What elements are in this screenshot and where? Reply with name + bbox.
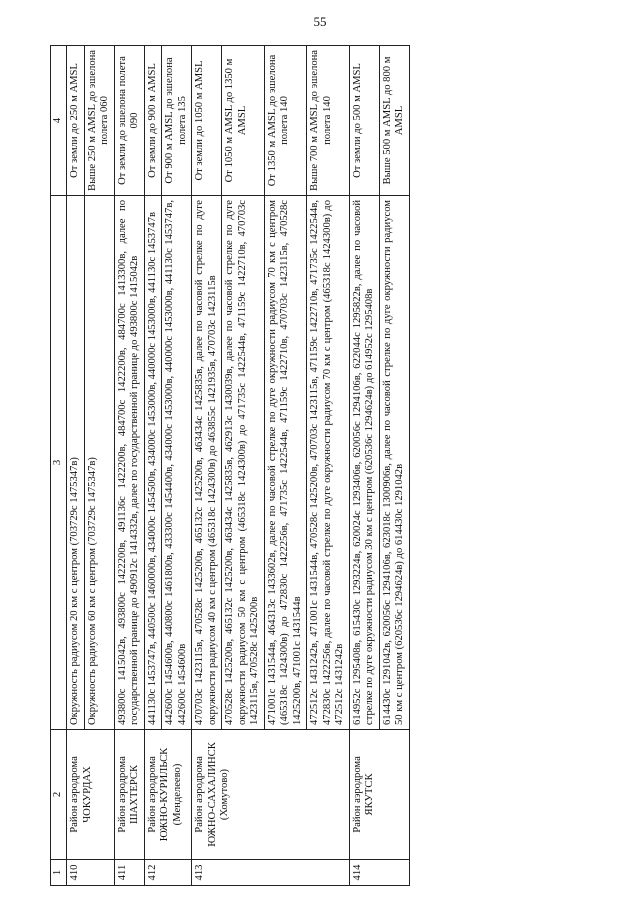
boundary-coordinates: 442600с 1454600в, 440800с 1461800в, 433300с 1454400в, 434000с 1453000в, 440000с 1453000в, 441130с 1453747в, 442600с 1454600в	[162, 196, 192, 730]
boundary-coordinates: 493800с 1415042в, 493800с 1422200в, 491136с 1422200в, 484700с 1422200в, 484700с 1413300в, далее по государственной границе до 490912с 1414332в, далее по государственной границе до 493800с 1415042в	[114, 196, 144, 730]
table-row	[114, 46, 144, 886]
altitude-limits: Выше 500 м AMSL до 800 м AMSL	[379, 46, 409, 196]
altitude-limits: От 900 м AMSL до эшелона полета 135	[162, 46, 192, 196]
zone-number: 413	[192, 860, 350, 886]
boundary-coordinates: Окружность радиусом 20 км с центром (703729с 1475347в)	[67, 196, 85, 730]
zone-name	[192, 730, 350, 860]
zone-name-line: Район аэродрома	[146, 756, 158, 833]
altitude-limits: От 1350 м AMSL до эшелона полета 140	[264, 46, 307, 196]
table-rotation-wrapper	[50, 46, 610, 886]
zone-name-line: ШАХТЕРСК	[129, 764, 140, 825]
zone-name	[144, 730, 192, 860]
zone-number: 412	[144, 860, 192, 886]
column-header-3: 3	[51, 196, 67, 730]
boundary-coordinates: 470528с 1425200в, 465132с 1425200в, 463434с 1425835в, 462913с 1430039в, далее по часовой стрелке по дуге окружности радиусом 50 км с центром (465318с 1424300в) до 471735с 1422544в, 471159с 1422710в, 470703с 1423115в, 470528с 1425200в	[222, 196, 265, 730]
column-header-1: 1	[51, 860, 67, 886]
zone-name	[67, 730, 115, 860]
boundary-coordinates: 441130с 1453747в, 440500с 1460000в, 434000с 1454500в, 434000с 1453000в, 440000с 1453000в, 441130с 1453747в	[144, 196, 162, 730]
column-header-2: 2	[51, 730, 67, 860]
altitude-limits: От 1050 м AMSL до 1350 м AMSL	[222, 46, 265, 196]
zone-name-line: ЧОКУРДАХ	[81, 766, 93, 823]
table-row	[144, 46, 162, 886]
altitude-limits: Выше 250 м AMSL до эшелона полета 060	[84, 46, 114, 196]
zone-name-line: Район аэродрома	[194, 756, 205, 833]
boundary-coordinates: 614952с 1295408в, 615430с 1293224в, 620024с 1293406в, 620056с 1294106в, 622044с 1295822в, далее по часовой стрелке по дуге окружности радиусом 30 км с центром (620536с 1294624в) до 614952с 1295408в	[349, 196, 379, 730]
airspace-table	[50, 45, 410, 886]
table-row	[67, 46, 85, 886]
zone-name-line: (Хомутово)	[219, 768, 230, 821]
altitude-limits: От земли до 500 м AMSL	[349, 46, 379, 196]
zone-name	[349, 730, 409, 860]
zone-name-line: Район аэродрома	[351, 756, 363, 833]
altitude-limits: Выше 700 м AMSL до эшелона полета 140	[307, 46, 350, 196]
boundary-coordinates: 614430с 1291042в, 620056с 1294106в, 623018с 1300906в, далее по часовой стрелке по дуге окружности радиусом 50 км с центром (620536с 1294624в) до 614430с 1291042в	[379, 196, 409, 730]
zone-name-line: ЮЖНО-КУРИЛЬСК	[159, 747, 170, 842]
airspace-table-body	[51, 46, 410, 886]
boundary-coordinates: 471001с 1431544в, 464313с 1433602в, далее по часовой стрелке по дуге окружности радиусом 70 км с центром (465318с 1424300в) до 472830с 1422256в, 471735с 1422544в, 471159с 1422710в, 470703с 1423115в, 470528с 1425200в, 471001с 1431544в	[264, 196, 307, 730]
zone-name-line: ЮЖНО-САХАЛИНСК	[206, 742, 218, 847]
table-row	[349, 46, 379, 886]
altitude-limits: От земли до 250 м AMSL	[67, 46, 85, 196]
zone-number: 410	[67, 860, 115, 886]
zone-number: 411	[114, 860, 144, 886]
zone-name-line: Район аэродрома	[116, 756, 128, 833]
zone-name-line: ЯКУТСК	[364, 773, 375, 816]
table-row	[192, 46, 222, 886]
column-header-4: 4	[51, 46, 67, 196]
zone-name	[114, 730, 144, 860]
altitude-limits: От земли до 1050 м AMSL	[192, 46, 222, 196]
altitude-limits: От земли до эшелона полета 090	[114, 46, 144, 196]
page-number: 55	[313, 14, 327, 29]
header-row	[51, 46, 67, 886]
zone-name-line: (Менделеево)	[171, 763, 183, 826]
zone-name-line: Район аэродрома	[69, 756, 80, 833]
zone-number: 414	[349, 860, 409, 886]
altitude-limits: От земли до 900 м AMSL	[144, 46, 162, 196]
boundary-coordinates: Окружность радиусом 60 км с центром (703729с 1475347в)	[84, 196, 114, 730]
boundary-coordinates: 472512с 1431242в, 471001с 1431544в, 470528с 1425200в, 470703с 1423115в, 471159с 1422710в, 471735с 1422544в, 472830с 1422256в, далее по часовой стрелке по дуге окружности радиусом 70 км с центром (465318с 1424300в) до 472512с 1431242в	[307, 196, 350, 730]
boundary-coordinates: 470703с 1423115в, 470528с 1425200в, 465132с 1425200в, 463434с 1425835в, далее по часовой стрелке по дуге окружности радиусом 40 км с центром (465318с 1424300в) до 463855с 1421935в, 470703с 1423115в	[192, 196, 222, 730]
